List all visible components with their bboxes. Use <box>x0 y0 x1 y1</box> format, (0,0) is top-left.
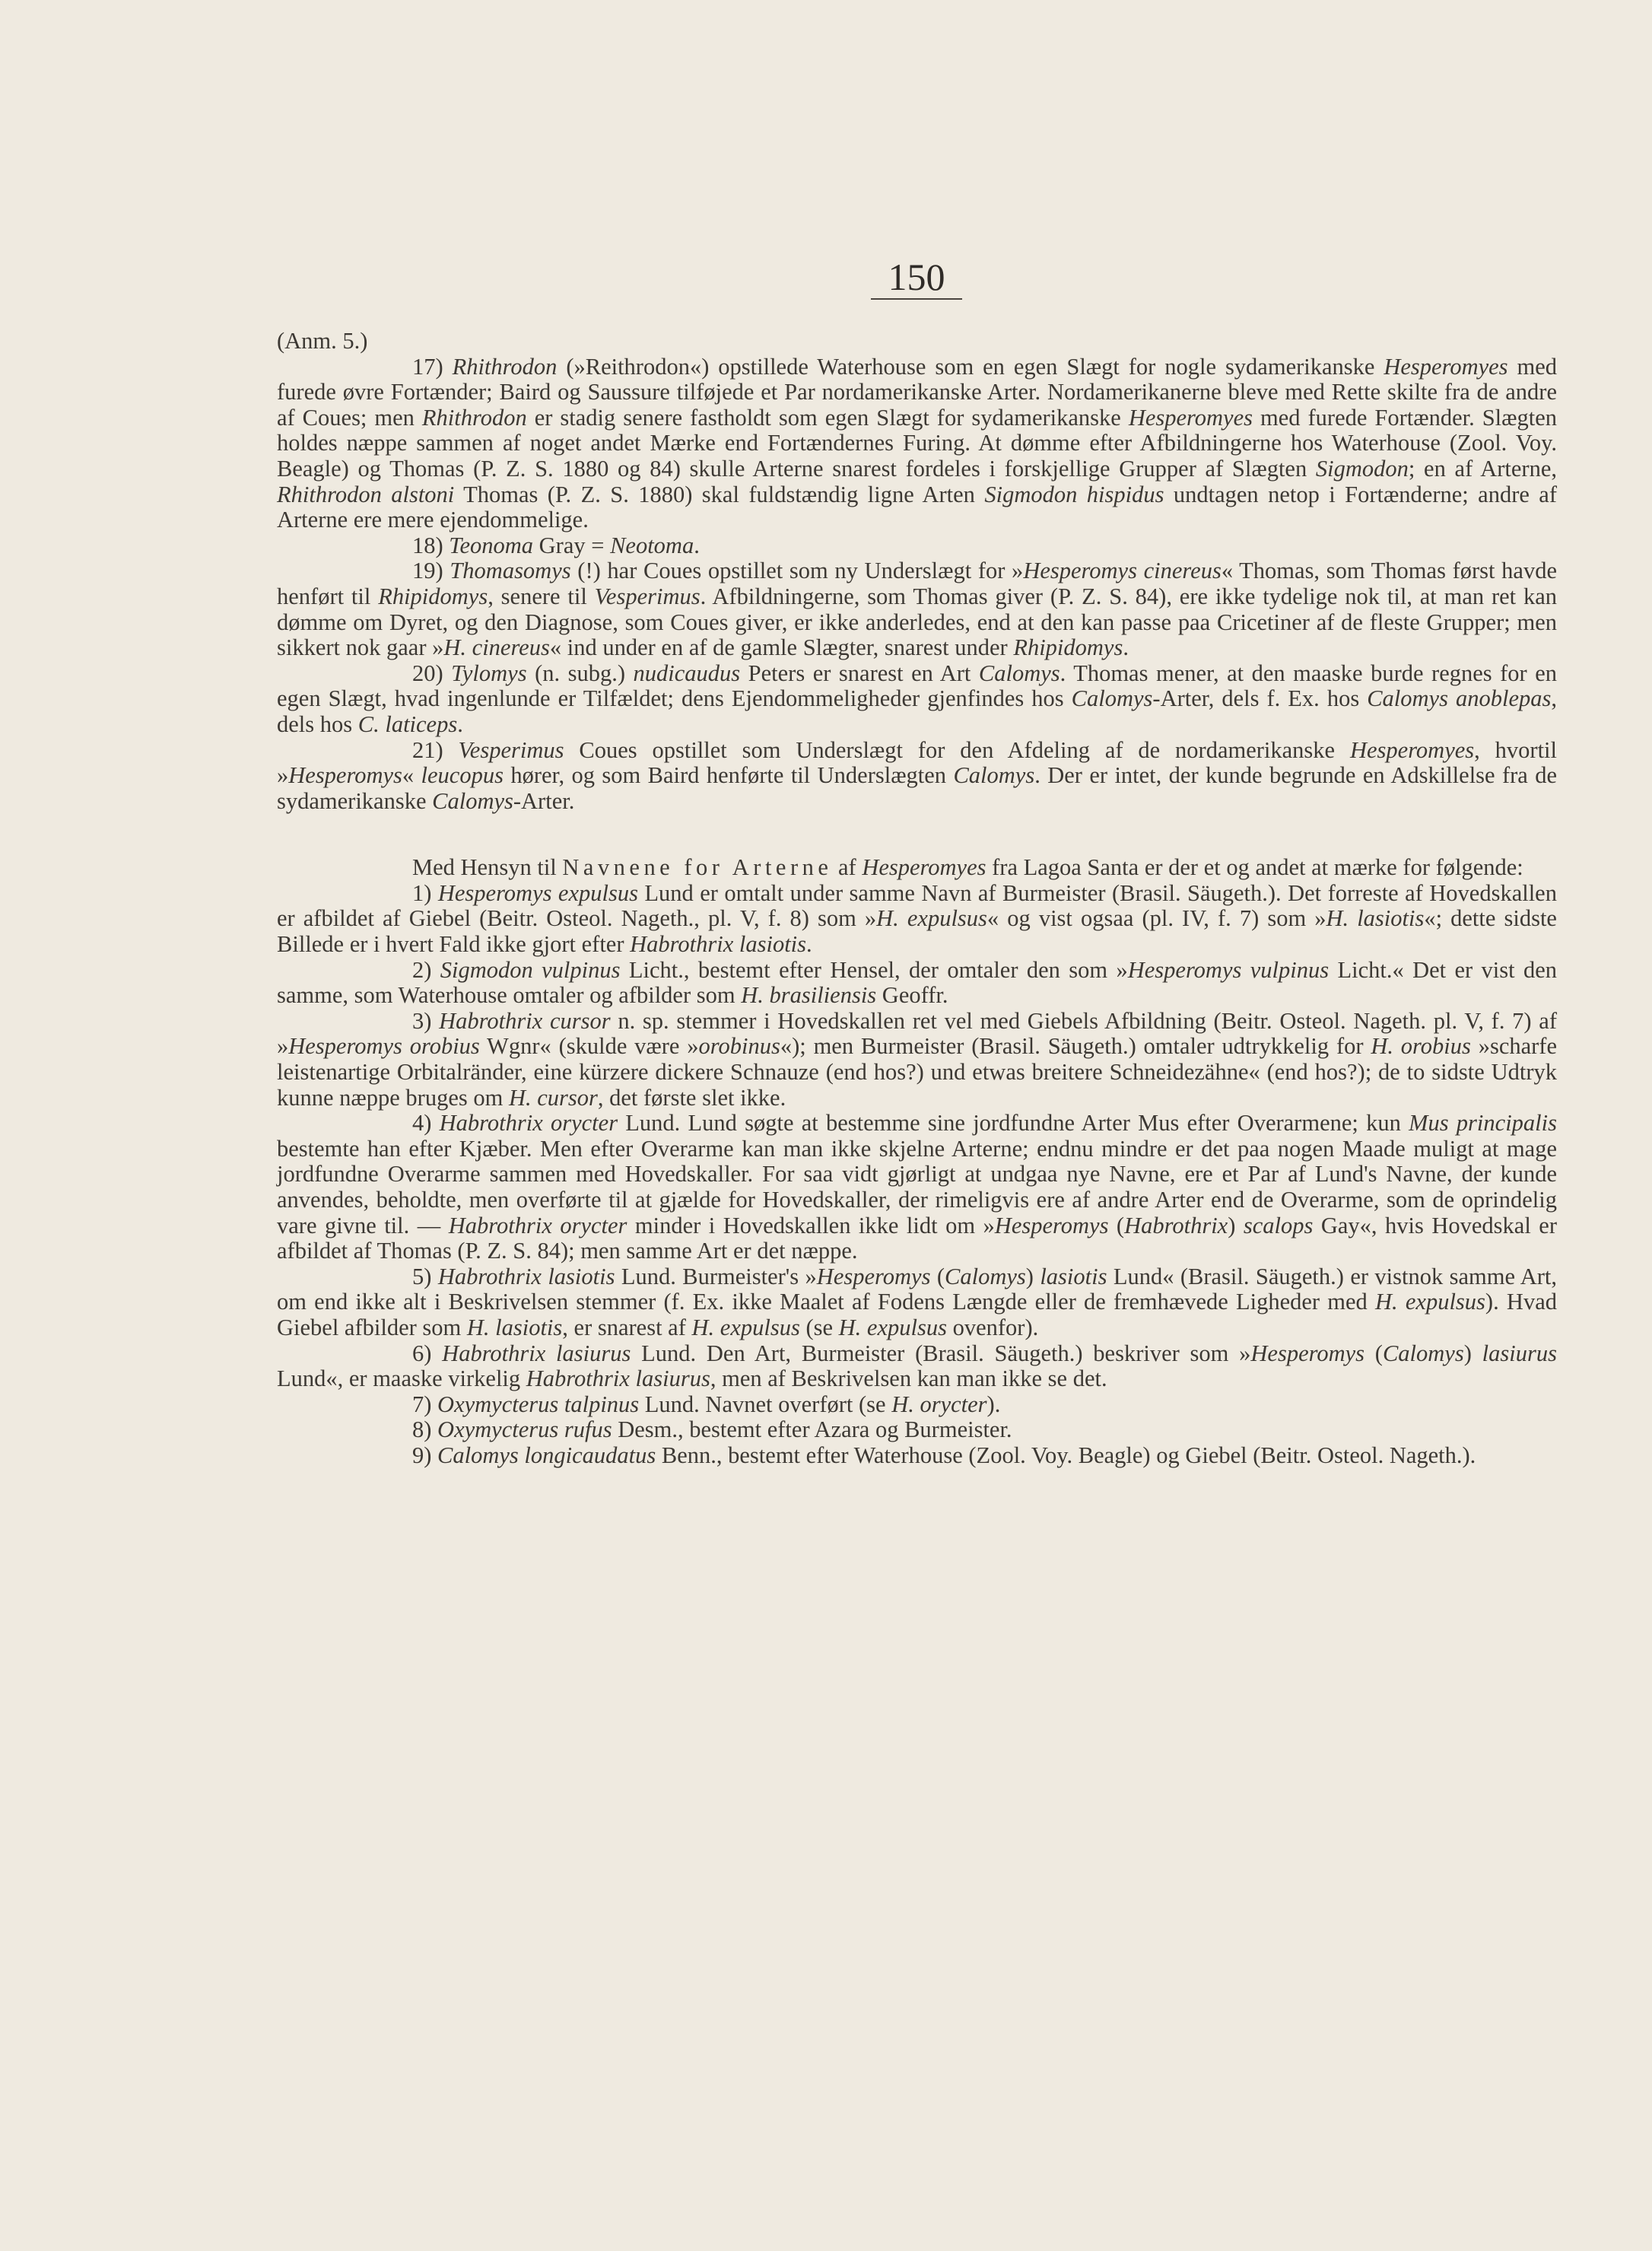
taxon-name: H. cursor <box>508 1084 598 1111</box>
taxon-name: H. expulsus <box>691 1314 800 1340</box>
taxon-name: Rhipidomys <box>378 583 488 609</box>
text-run: 3) <box>412 1007 440 1034</box>
text-run: ( <box>1108 1212 1125 1238</box>
taxon-name: H. orycter <box>891 1391 987 1417</box>
note-20 <box>277 661 1557 738</box>
text-run: . <box>1123 634 1129 661</box>
text-run: , senere til <box>488 583 595 609</box>
text-run: « ind under en af de gamle Slægter, snarest under <box>549 634 1014 661</box>
item-1 <box>277 881 1557 958</box>
text-run: »scharfe leistenartige Orbitalränder, eine kürzere dickere Schnauze (end hos?) und etwas breitere Schneidezähne« (end hos?); de to sidste Udtryk kunne næppe bruges om <box>277 1033 1558 1111</box>
item-5 <box>277 1264 1557 1341</box>
taxon-name: Vesperimus <box>458 736 564 763</box>
text-run: 21) <box>412 736 459 763</box>
text-run: ; en af Arterne, <box>1408 455 1557 482</box>
taxon-name: C. laticeps <box>357 711 458 737</box>
text-block <box>277 329 1557 1469</box>
taxon-name: Hesperomys orobius <box>288 1033 480 1060</box>
item-3 <box>277 1009 1557 1111</box>
text-run: Lund. Lund søgte at bestemme sine jordfundne Arter Mus efter Overarmene; kun <box>618 1110 1409 1137</box>
taxon-name: nudicaudus <box>633 660 741 686</box>
text-run: Lund. Navnet overført (se <box>639 1391 892 1417</box>
text-run: Wgnr« (skulde være » <box>479 1033 699 1060</box>
text-run: , det første slet ikke. <box>597 1084 786 1111</box>
taxon-name: Neotoma <box>610 532 694 558</box>
taxon-name: scalops <box>1243 1212 1314 1238</box>
text-run: Lund er omtalt under samme Navn af Burmeister (Brasil. Säugeth.). Det forreste af Hovedskallen er afbildet af Giebel (Beitr. Osteol. Nageth., pl. V, f. 8) som » <box>277 879 1557 932</box>
taxon-name: Hesperomyes <box>862 854 986 881</box>
text-run: Licht.« Det er vist den samme, som Waterhouse omtaler og afbilder som <box>277 956 1558 1009</box>
spaced-emphasis: Navnene for Arterne <box>562 854 833 881</box>
taxon-name: H. expulsus <box>1375 1289 1485 1315</box>
taxon-name: Hesperomys expulsus <box>437 879 638 906</box>
text-run: -Arter, dels f. Ex. hos <box>1152 685 1368 712</box>
taxon-name: Calomys longicaudatus <box>437 1442 656 1468</box>
taxon-name: Mus principalis <box>1409 1110 1557 1137</box>
taxon-name: Rhithrodon alstoni <box>277 481 455 507</box>
taxon-name: Vesperimus <box>594 583 701 609</box>
taxon-name: Habrothrix orycter <box>439 1110 618 1137</box>
note-17 <box>277 355 1557 533</box>
taxon-name: Oxymycterus talpinus <box>437 1391 640 1417</box>
text-run: ) <box>1228 1212 1244 1238</box>
text-run: , men af Beskrivelsen kan man ikke se det. <box>710 1366 1107 1392</box>
text-run: med furede Fortænder. Slægten holdes næppe sammen af noget andet Mærke end Fortændernes Furing. At dømme efter Afbildningerne hos Waterhouse (Zool. Voy. Beagle) og Thomas (P. Z. S. 1880 og 84) skulle Arterne snarest fordeles i forskjellige Grupper af Slægten <box>277 404 1557 482</box>
item-7 <box>277 1392 1557 1418</box>
text-run: « Thomas, som Thomas først havde henført til <box>277 558 1557 609</box>
text-run: Licht., bestemt efter Hensel, der omtaler den som » <box>620 956 1128 983</box>
text-run: ). <box>986 1391 1001 1417</box>
text-run: Peters er snarest en Art <box>740 660 979 686</box>
text-run: ) <box>1463 1340 1482 1366</box>
taxon-name: Rhithrodon <box>452 353 558 380</box>
text-run: 18) <box>412 532 450 558</box>
item-4 <box>277 1111 1557 1264</box>
text-run: (se <box>799 1314 839 1340</box>
text-run: Benn., bestemt efter Waterhouse (Zool. Voy. Beagle) og Giebel (Beitr. Osteol. Nageth.). <box>656 1442 1476 1468</box>
taxon-name: lasiotis <box>1040 1263 1107 1289</box>
page-number-rule <box>871 298 962 300</box>
text-run: Gray = <box>533 532 611 558</box>
text-run: ( <box>1364 1340 1383 1366</box>
text-run: er stadig senere fastholdt som egen Slægt for sydamerikanske <box>526 404 1129 431</box>
text-run: . Der er intet, der kunde begrunde en Adskillelse fra de sydamerikanske <box>277 762 1558 814</box>
taxon-name: leucopus <box>421 762 504 789</box>
text-run: 4) <box>412 1110 440 1137</box>
text-run: 2) <box>412 956 440 983</box>
taxon-name: Calomys <box>1382 1340 1464 1366</box>
text-run: (n. subg.) <box>526 660 634 686</box>
text-run: Lund. Den Art, Burmeister (Brasil. Säugeth.) beskriver som » <box>631 1340 1251 1366</box>
taxon-name: H. expulsus <box>876 905 987 932</box>
text-run: « <box>402 762 421 789</box>
text-run: «); men Burmeister (Brasil. Säugeth.) omtaler udtrykkelig for <box>780 1033 1371 1060</box>
text-run: . <box>806 931 812 958</box>
text-run: Lund. Burmeister's » <box>615 1263 817 1289</box>
text-run: af <box>832 854 863 881</box>
text-run: Desm., bestemt efter Azara og Burmeister. <box>612 1416 1012 1443</box>
taxon-name: H. expulsus <box>838 1314 947 1340</box>
taxon-name: H. orobius <box>1371 1033 1471 1060</box>
taxon-name: Calomys <box>978 660 1060 686</box>
text-run: . <box>694 532 700 558</box>
text-run: , dels hos <box>277 685 1557 737</box>
item-8 <box>277 1417 1557 1443</box>
taxon-name: Teonoma <box>449 532 534 558</box>
text-run: , hvortil » <box>277 736 1557 789</box>
taxon-name: Rhithrodon <box>421 404 527 431</box>
taxon-name: Habrothrix lasiotis <box>437 1263 615 1289</box>
text-run: fra Lagoa Santa er der et og andet at mærke for følgende: <box>986 854 1523 881</box>
taxon-name: Habrothrix <box>1124 1212 1228 1238</box>
text-run: undtagen netop i Fortænderne; andre af Arterne ere mere ejendommelige. <box>277 481 1558 533</box>
text-run: . <box>457 711 463 737</box>
text-run: minder i Hovedskallen ikke lidt om » <box>627 1212 995 1238</box>
taxon-name: Hesperomys <box>994 1212 1109 1238</box>
text-run: « og vist ogsaa (pl. IV, f. 7) som » <box>986 905 1326 932</box>
text-run: 20) <box>412 660 452 686</box>
text-run: ovenfor). <box>946 1314 1039 1340</box>
text-run: 8) <box>412 1416 438 1443</box>
taxon-name: Tylomys <box>451 660 527 686</box>
taxon-name: Thomasomys <box>450 558 571 584</box>
taxon-name: Rhipidomys <box>1013 634 1123 661</box>
taxon-name: Habrothrix lasiotis <box>630 931 807 958</box>
taxon-name: Habrothrix orycter <box>448 1212 627 1238</box>
taxon-name: Calomys anoblepas <box>1367 685 1552 712</box>
taxon-name: H. brasiliensis <box>741 982 877 1009</box>
text-run: -Arter. <box>513 787 575 814</box>
text-run: Lund«, er maaske virkelig <box>277 1366 526 1392</box>
text-run: 7) <box>412 1391 438 1417</box>
item-2 <box>277 958 1557 1009</box>
intro-paragraph <box>277 855 1557 881</box>
taxon-name: Hesperomys cinereus <box>1023 558 1222 584</box>
text-run: 6) <box>412 1340 443 1366</box>
item-6 <box>277 1341 1557 1392</box>
text-run: ). Hvad Giebel afbilder som <box>277 1289 1557 1340</box>
taxon-name: Calomys <box>945 1263 1026 1289</box>
taxon-name: Habrothrix cursor <box>439 1007 611 1034</box>
text-run: n. sp. stemmer i Hovedskallen ret vel med Giebels Afbildning (Beitr. Osteol. Nageth. pl. V, f. 7) af » <box>277 1007 1557 1060</box>
text-run: 19) <box>412 558 450 584</box>
taxon-name: H. lasiotis <box>1326 905 1425 932</box>
text-run: hører, og som Baird henførte til Underslægten <box>503 762 954 789</box>
taxon-name: Calomys <box>953 762 1035 789</box>
text-run: . Thomas mener, at den maaske burde regnes for en egen Slægt, hvad ingenlunde er Tilfældet; dens Ejendommeligheder gjenfindes hos <box>277 660 1557 712</box>
taxon-name: Calomys <box>432 787 513 814</box>
text-run: Gay«, hvis Hovedskal er afbildet af Thomas (P. Z. S. 84); men samme Art er det næppe. <box>277 1212 1557 1264</box>
text-run: 1) <box>412 879 438 906</box>
taxon-name: Hesperomys vulpinus <box>1127 956 1330 983</box>
taxon-name: Hesperomyes <box>1128 404 1253 431</box>
text-run: Thomas (P. Z. S. 1880) skal fuldstændig ligne Arten <box>454 481 985 507</box>
taxon-name: Habrothrix lasiurus <box>442 1340 631 1366</box>
text-run: Lund« (Brasil. Säugeth.) er vistnok samme Art, om end ikke alt i Beskrivelsen stemmer (f. Ex. ikke Maalet af Fodens Længde eller de fremhævede Ligheder med <box>277 1263 1557 1315</box>
text-run: (!) har Coues opstillet som ny Underslægt for » <box>570 558 1024 584</box>
note-18 <box>277 533 1557 559</box>
taxon-name: lasiurus <box>1482 1340 1557 1366</box>
text-run: 5) <box>412 1263 438 1289</box>
text-run: ( <box>930 1263 945 1289</box>
text-run: med furede øvre Fortænder; Baird og Saussure tilføjede et Par nordamerikanske Arter. Nordamerikanerne bleve med Rette skilte fra de andre af Coues; men <box>277 353 1557 431</box>
page-number: 150 <box>888 256 945 298</box>
taxon-name: Hesperomys <box>1250 1340 1365 1366</box>
note-19 <box>277 558 1557 660</box>
note-21 <box>277 738 1557 815</box>
text-run: 9) <box>412 1442 438 1468</box>
text-run: Geoffr. <box>876 982 948 1009</box>
taxon-name: Hesperomyes <box>1349 736 1475 763</box>
taxon-name: Sigmodon vulpinus <box>440 956 621 983</box>
taxon-name: Hesperomys <box>288 762 402 789</box>
text-run: «; dette sidste Billede er i hvert Fald ikke gjort efter <box>277 905 1557 958</box>
text-run: (»Reithrodon«) opstillede Waterhouse som en egen Slægt for nogle sydamerikanske <box>557 353 1384 380</box>
text-run: bestemte han efter Kjæber. Men efter Overarme kan man ikke skjelne Arterne; endnu mindre er det paa nogen Maade muligt at mage jordfundne Overarme sammen med Hovedskaller. For saa vidt gjørligt at undgaa nye Navne, ere et Par af Lund's Navne, der kunde anvendes, beholdte, men overførte til at gjælde for Hovedskaller, der rimeligvis ere af andre Arter end de Overarme, som de oprindelig vare givne til. — <box>277 1135 1557 1238</box>
taxon-name: H. lasiotis <box>466 1314 563 1340</box>
text-run: , er snarest af <box>562 1314 692 1340</box>
text-run: ) <box>1025 1263 1040 1289</box>
text-run: Coues opstillet som Underslægt for den Afdeling af de nordamerikanske <box>564 736 1350 763</box>
taxon-name: Sigmodon hispidus <box>984 481 1164 507</box>
text-run: 17) <box>412 353 453 380</box>
taxon-name: orobinus <box>698 1033 780 1060</box>
taxon-name: H. cinereus <box>443 634 550 661</box>
text-run: Med Hensyn til <box>412 854 563 881</box>
taxon-name: Habrothrix lasiurus <box>526 1366 710 1392</box>
taxon-name: Hesperomyes <box>1384 353 1508 380</box>
item-9 <box>277 1443 1557 1469</box>
taxon-name: Calomys <box>1071 685 1153 712</box>
taxon-name: Oxymycterus rufus <box>437 1416 612 1443</box>
text-run: . Afbildningerne, som Thomas giver (P. Z. S. 84), ere ikke tydelige nok til, at man ret kan dømme om Dyret, og den Diagnose, som Coues giver, er ikke anderledes, end at den kan passe paa Cricetiner af de fleste Grupper; men sikkert nok gaar » <box>277 583 1558 661</box>
taxon-name: Hesperomys <box>816 1263 931 1289</box>
anm-label: (Anm. 5.) <box>277 328 368 354</box>
taxon-name: Sigmodon <box>1315 455 1409 482</box>
